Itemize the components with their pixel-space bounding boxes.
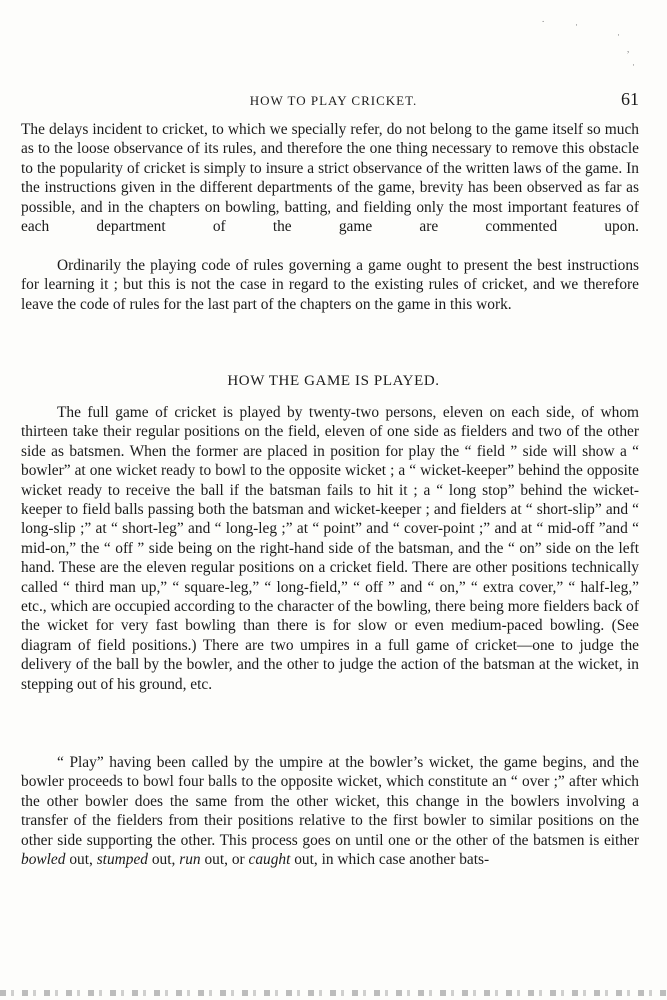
running-header: HOW TO PLAY CRICKET. xyxy=(249,93,418,108)
italic-bowled: bowled xyxy=(21,851,66,869)
scan-speck: , xyxy=(627,44,630,54)
italic-run: run xyxy=(179,851,201,869)
italic-caught: caught xyxy=(248,851,291,869)
intro-paragraph-2: Ordinarily the playing code of rules governing a game ought to present the best instructions for learning it ; but this is not the case in regard to the existing rules of cricket, and we therefore leave the code of rules for the last part of the chapters on the game in this work. xyxy=(21,257,639,313)
page-number: 61 xyxy=(621,89,639,109)
paragraph-lead-text: “ Play” having been called by the umpire at the bowler’s wicket, the game begins, and the bowler proceeds to bowl four balls to the opposite wicket, which constitute an “ over ;” after which the other bowler does the same from the other wicket, this change in the bowlers involving a transfer of the fielders from their positions relative to the first bowler to similar positions on the other side supporting the other. This process goes on until one or the other of the batsmen is either xyxy=(21,754,639,849)
body-paragraph-2 xyxy=(21,753,639,869)
body-paragraph-1: The full game of cricket is played by twenty-two persons, eleven on each side, of whom thirteen take their regular positions on the field, eleven of one side as fielders and two of the other side as batsmen. When the former are placed in position for play the “ field ” side will show a “ bowler” at one wicket ready to bowl to the opposite wicket ; a “ wicket-keeper” behind the opposite wicket ready to receive the ball if the batsman fails to hit it ; a “ long stop” behind the wicket-keeper to field balls passing both the batsman and wicket-keeper ; and fielders at “ short-slip” and “ long-slip ;” at “ short-leg” and “ long-leg ;” at “ point” and “ cover-point ;” and at “ mid-off ”and “ mid-on,” the “ off ” side being on the right-hand side of the batsman, and the “ on” side on the left hand. These are the eleven regular positions on a cricket field. There are other positions technically called “ third man up,” “ square-leg,” “ long-field,” “ off ” and “ on,” “ extra cover,” “ half-leg,” etc., which are occupied according to the character of the bowling, there being more fielders back of the wicket for very fast bowling than there is for slow or even medium-paced bowling. (See diagram of field positions.) There are two umpires in a full game of cricket—one to judge the delivery of the ball by the bowler, and the other to judge the action of the batsman at the wicket, in stepping out of his ground, etc. xyxy=(21,404,639,693)
intro-paragraph-1: The delays incident to cricket, to which we specially refer, do not belong to the game itself so much as to the loose observance of its rules, and therefore the one thing necessary to remove this obstacle to the popularity of cricket is simply to insure a strict observance of the written laws of the game. In the instructions given in the different departments of the game, brevity has been observed as far as possible, and in the chapters on bowling, batting, and fielding only the most important features of each department of the game are commented upon. xyxy=(21,121,639,236)
scan-edge-noise xyxy=(0,990,667,996)
paragraph-tail-text: out, in which case another bats- xyxy=(290,851,490,869)
scan-speck: · xyxy=(617,30,620,40)
separator-text: out, xyxy=(148,851,180,869)
scan-speck: · xyxy=(632,60,635,70)
italic-stumped: stumped xyxy=(96,851,148,869)
separator-text: out, xyxy=(65,851,97,869)
scan-speck: · xyxy=(575,20,578,30)
scan-speck: . xyxy=(542,14,545,24)
separator-text: out, or xyxy=(200,851,249,869)
section-heading: HOW THE GAME IS PLAYED. xyxy=(227,373,440,389)
